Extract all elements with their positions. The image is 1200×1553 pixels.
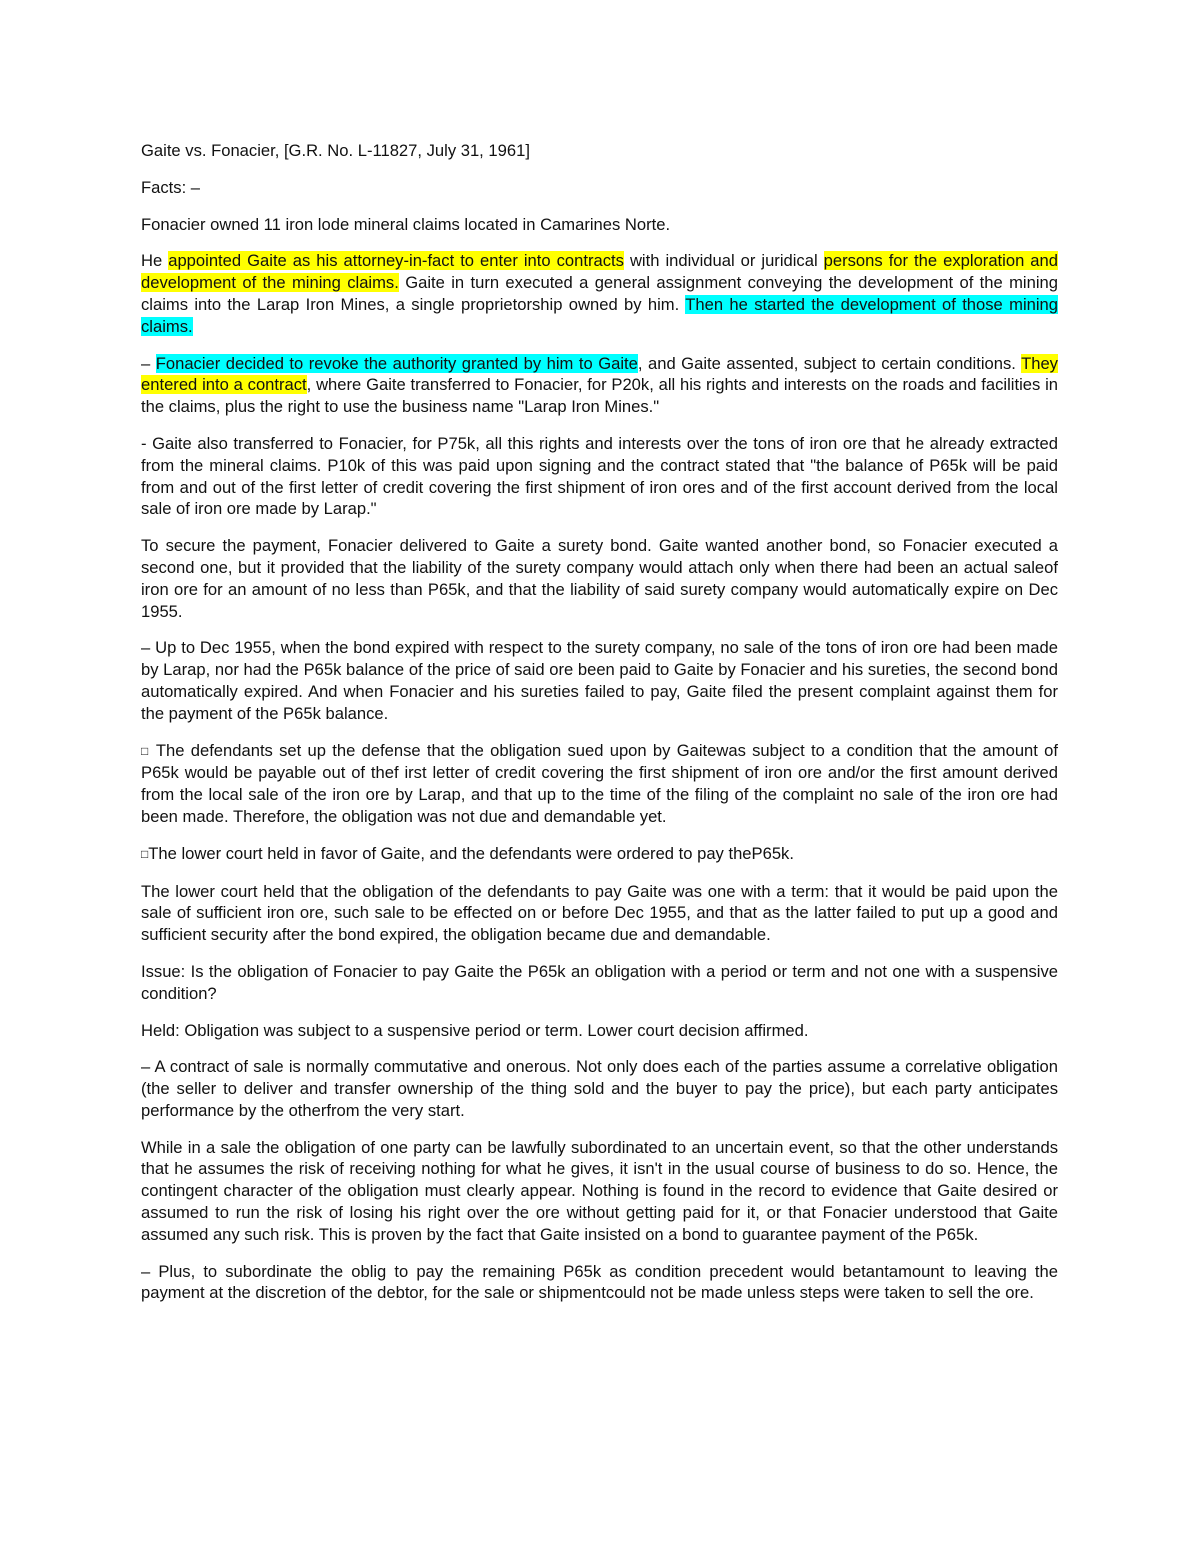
highlight-yellow: persons for the exploration and development of the mining claims.: [141, 251, 1058, 293]
bullet-icon: □: [141, 743, 150, 758]
paragraph-bond-expired: – Up to Dec 1955, when the bond expired with respect to the surety company, no sale of the tons of iron ore had been made by Larap, nor had the P65k balance of the price of said ore been paid to Gaite by Fonacier and his sureties, the second bond automatically expired. And when Fonacier and his sureties failed to pay, Gaite filed the present complaint against them for the payment of the P65k balance.: [141, 638, 1058, 723]
text-segment: , and Gaite assented, subject to certain conditions.: [637, 353, 1022, 373]
paragraph-lower-court-ruling: [141, 843, 1058, 866]
paragraph-contract-of-sale: – A contract of sale is normally commutative and onerous. Not only does each of the parties assume a correlative obligation (the seller to deliver and transfer ownership of the thing sold and the buyer to pay the price), but each party anticipates performance by the otherfrom the very start.: [141, 1057, 1058, 1120]
paragraph-uncertain-event: While in a sale the obligation of one party can be lawfully subordinated to an uncertain event, so that the other understands that he assumes the risk of receiving nothing for what he gives, it isn't in the usual course of business to do so. Hence, the contingent character of the obligation must clearly appear. Nothing is found in the record to evidence that Gaite desired or assumed to run the risk of losing his right over the ore without getting paid for it, or that Fonacier understood that Gaite assumed any such risk. This is proven by the fact that Gaite insisted on a bond to guarantee payment of the P65k.: [141, 1137, 1058, 1244]
text-segment: The lower court held in favor of Gaite, and the defendants were ordered to pay theP65k.: [148, 843, 794, 863]
bullet-icon: □: [141, 846, 149, 861]
paragraph-defense: [141, 740, 1058, 828]
highlight-yellow: appointed Gaite as his attorney-in-fact to enter into contracts: [168, 251, 624, 271]
text-segment: He: [141, 251, 169, 271]
paragraph-condition-precedent: – Plus, to subordinate the oblig to pay the remaining P65k as condition precedent would betantamount to leaving the payment at the discretion of the debtor, for the sale or shipmentcould not be made unless steps were taken to sell the ore.: [141, 1261, 1058, 1303]
facts-heading: Facts: –: [141, 177, 201, 197]
text-segment: –: [141, 353, 156, 373]
case-title: Gaite vs. Fonacier, [G.R. No. L-11827, July 31, 1961]: [141, 141, 530, 160]
paragraph-held: Held: Obligation was subject to a suspensive period or term. Lower court decision affirmed.: [141, 1020, 809, 1040]
paragraph-appointment: [141, 250, 1058, 337]
text-segment: with individual or juridical: [623, 251, 824, 271]
text-segment: , where Gaite transferred to Fonacier, for P20k, all his rights and interests on the roads and facilities in the claims, plus the right to use the business name "Larap Iron Mines.": [141, 375, 1058, 417]
paragraph-transfer: - Gaite also transferred to Fonacier, for P75k, all this rights and interests over the tons of iron ore that he already extracted from the mineral claims. P10k of this was paid upon signing and the contract stated that "the balance of P65k will be paid from and out of the first letter of credit covering the first shipment of iron ores and of the first account derived from the local sale of iron ore made by Larap.": [141, 433, 1058, 519]
paragraph-issue: Issue: Is the obligation of Fonacier to pay Gaite the P65k an obligation with a period or term and not one with a suspensive condition?: [141, 961, 1058, 1003]
document-page: [141, 140, 1058, 1319]
highlight-cyan: Fonacier decided to revoke the authority granted by him to Gaite: [155, 353, 638, 373]
highlight-yellow: They entered into a contract: [141, 353, 1058, 395]
text-segment: The defendants set up the defense that the obligation sued upon by Gaitewas subject to a condition that the amount of P65k would be payable out of thef irst letter of credit covering the first shipment of iron ore and/or the first amount derived from the local sale of the iron ore by Larap, and that up to the time of the filing of the complaint no sale of the iron ore had been made. Therefore, the obligation was not due and demandable yet.: [141, 740, 1058, 826]
text-segment: Gaite in turn executed a general assignment conveying the development of the mining claims into the Larap Iron Mines, a single proprietorship owned by him.: [141, 273, 1058, 314]
highlight-cyan: Then he started the development of those mining claims.: [141, 294, 1058, 336]
paragraph-lower-court-term: The lower court held that the obligation of the defendants to pay Gaite was one with a term: that it would be paid upon the sale of sufficient iron ore, such sale to be effected on or before Dec 1955, and that as the latter failed to put up a good and sufficient security after the bond expired, the obligation became due and demandable.: [141, 881, 1058, 945]
paragraph-surety-bond: To secure the payment, Fonacier delivered to Gaite a surety bond. Gaite wanted another bond, so Fonacier executed a second one, but it provided that the liability of the surety company would attach only when there had been an actual saleof iron ore for an amount of no less than P65k, and that the liability of said surety company would automatically expire on Dec 1955.: [141, 536, 1058, 621]
paragraph-revocation: [141, 353, 1058, 418]
paragraph-claims: Fonacier owned 11 iron lode mineral claims located in Camarines Norte.: [141, 214, 671, 234]
